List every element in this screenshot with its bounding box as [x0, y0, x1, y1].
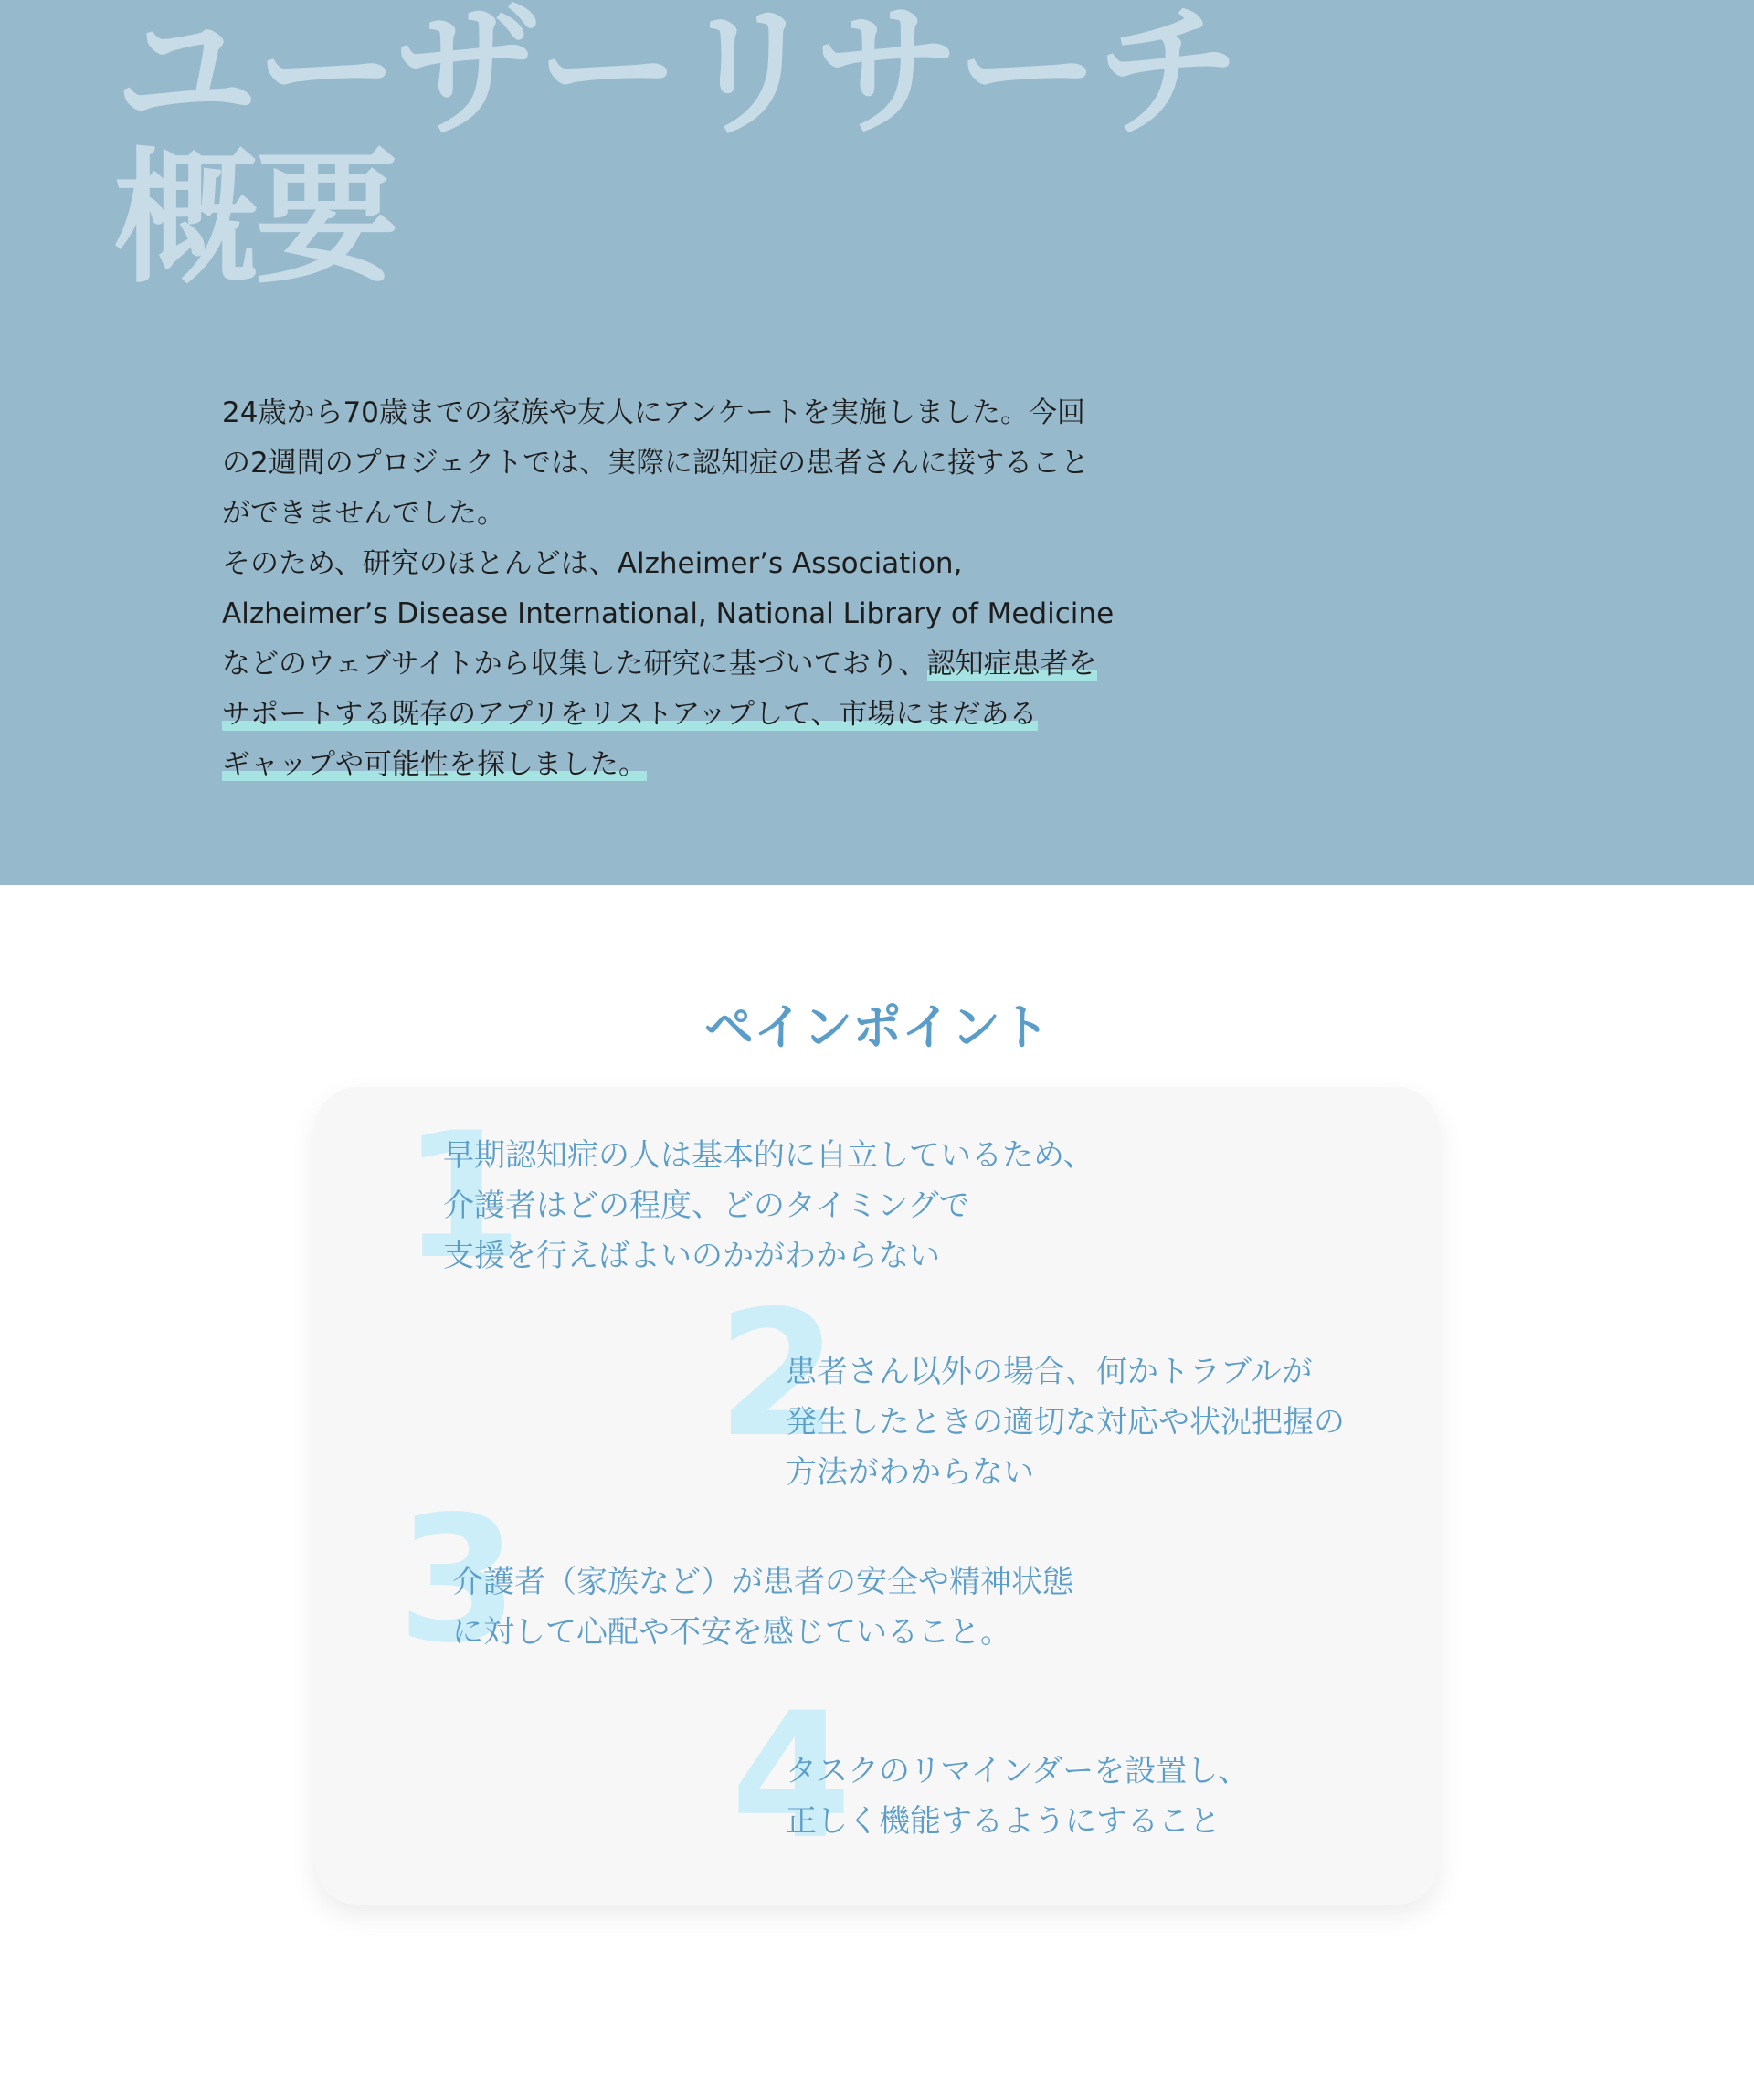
intro-line: Alzheimer’s Disease International, National Library of Medicine: [222, 597, 1115, 630]
pain-point-line: 介護者はどの程度、どのタイミングで: [443, 1187, 970, 1224]
pain-point-line: 患者さん以外の場合、何かトラブルが: [786, 1354, 1313, 1390]
intro-line: ができませんでした。: [222, 497, 505, 530]
intro-line: [222, 639, 1163, 690]
pain-point-line: 方法がわからない: [786, 1454, 1034, 1491]
intro-line: そのため、研究のほとんどは、Alzheimer’s Association,: [222, 547, 963, 580]
intro-line: [222, 740, 1163, 790]
pain-point-line: タスクのリマインダーを設置し、: [786, 1753, 1250, 1789]
hero-title-line-2: 概要: [114, 135, 396, 303]
pain-point-line: 正しく機能するようにすること: [786, 1803, 1220, 1840]
intro-paragraph: [222, 388, 1163, 790]
pain-point-text: [443, 1131, 1094, 1282]
intro-highlight: ギャップや可能性を探しました。: [222, 748, 647, 781]
hero-title-line-1: ユーザーリサーチ: [114, 0, 1237, 157]
pain-point-text: [786, 1347, 1345, 1498]
pain-point-line: 介護者（家族など）が患者の安全や精神状態: [452, 1564, 1073, 1600]
intro-highlight: サポートする既存のアプリをリストアップして、市場にまだある: [222, 698, 1038, 731]
pain-point-number: 2: [717, 1273, 839, 1475]
intro-line: の2週間のプロジェクトでは、実際に認知症の患者さんに接すること: [222, 447, 1090, 480]
pain-point-text: [452, 1557, 1073, 1658]
pain-point-line: に対して心配や不安を感じていること。: [452, 1614, 1011, 1651]
pain-point-line: 支援を行えばよいのかがわからない: [443, 1238, 940, 1274]
pain-point-line: 早期認知症の人は基本的に自立しているため、: [443, 1137, 1094, 1174]
pain-point-text: [786, 1746, 1249, 1847]
pain-point-line: 発生したときの適切な対応や状況把握の: [786, 1404, 1345, 1440]
hero-title: [114, 0, 1237, 303]
intro-line: [222, 690, 1163, 740]
pain-point-number: 1: [402, 1095, 523, 1297]
intro-line: 24歳から70歳までの家族や友人にアンケートを実施しました。今回: [222, 396, 1086, 429]
pain-points-card: [315, 1087, 1439, 1905]
pain-point-number: 3: [397, 1479, 519, 1681]
pain-point-number: 4: [731, 1675, 852, 1877]
pain-points-heading: ペインポイント: [704, 998, 1050, 1056]
intro-line-text: などのウェブサイトから収集した研究に基づいており、: [222, 648, 927, 681]
hero-section: [0, 0, 1754, 885]
intro-highlight: 認知症患者を: [926, 648, 1097, 681]
